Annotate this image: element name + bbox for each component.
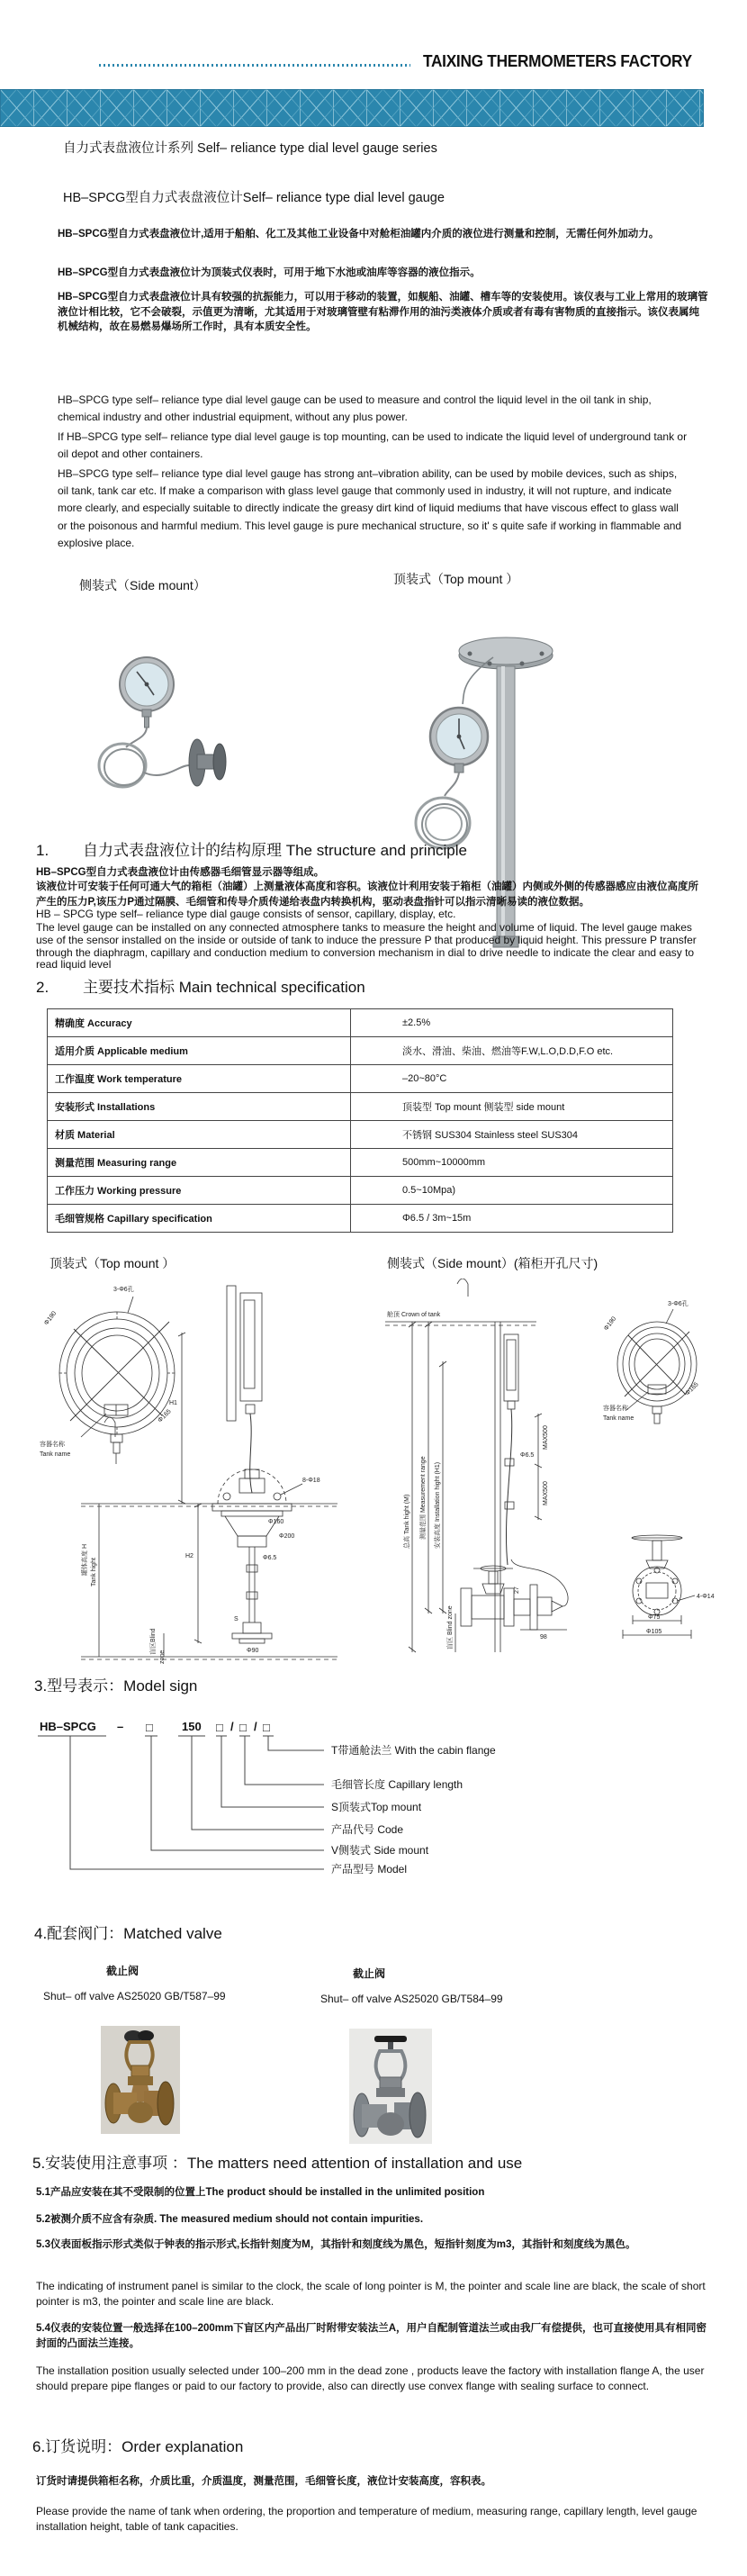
section6-zh: 订货时请提供箱柜名称，介质比重，介质温度，测量范围，毛细管长度，液位计安装高度，容积表。 <box>36 2476 491 2487</box>
top-mount-label: 顶装式（Top mount ） <box>393 572 519 586</box>
anno-topmount-tank-en: Tank name <box>40 1451 71 1458</box>
spec-row-label: 工作温度 Work temperature <box>48 1065 351 1093</box>
spec-row-value: 不锈钢 SUS304 Stainless steel SUS304 <box>351 1121 672 1149</box>
anno-topmount-d160: Φ160 <box>268 1519 284 1525</box>
section3-heading: 3.型号表示：Model sign <box>34 1677 198 1695</box>
drawing-top-mount-label: 顶装式（Top mount ） <box>50 1256 176 1270</box>
valve2-photo <box>349 2029 432 2144</box>
section1-en-line: HB – SPCG type self– reliance type dial gauge consists of sensor, capillary, display, etc. <box>36 908 456 920</box>
installation-drawings <box>27 1279 720 1666</box>
anno-topmount-blind1: 盲区Blind <box>150 1628 157 1655</box>
anno-sidemount-total: 总高 Tank hight (M) <box>404 1494 410 1549</box>
anno-sidemount-max1: MAX500 <box>543 1425 549 1450</box>
anno-gauge2-d190: Φ190 <box>603 1315 618 1333</box>
spec-row-label: 适用介质 Applicable medium <box>48 1037 351 1065</box>
valve1-label-en: Shut– off valve AS25020 GB/T587–99 <box>43 1990 226 2002</box>
anno-gauge2-d165: Φ165 <box>684 1381 700 1397</box>
factory-name: TAIXING THERMOMETERS FACTORY <box>423 52 692 70</box>
section5-item: 5.3仪表面板指示形式类似于钟表的指示形式,长指针刻度为M，其指针和刻度线为黑色，短指针刻度为m3，其指针和刻度线为黑色。 <box>36 2239 636 2250</box>
model-branch-label: 毛细管长度 Capillary length <box>331 1778 464 1791</box>
drawing-side-mount-label: 侧装式（Side mount）(箱柜开孔尺寸) <box>387 1256 598 1270</box>
section1-heading: 1. 自力式表盘液位计的结构原理 The structure and principle <box>36 842 467 859</box>
spec-row-value: 0.5~10Mpa) <box>351 1177 672 1205</box>
anno-topmount-s: S <box>234 1616 238 1622</box>
spec-row-label: 测量范围 Measuring range <box>48 1149 351 1177</box>
model-sign-diagram <box>27 1711 720 1900</box>
model-box4: □ <box>263 1721 270 1734</box>
header-dotted-rule <box>99 64 410 67</box>
intro-zh-paragraph: HB–SPCG型自力式表盘液位计为顶装式仪表时，可用于地下水池或油库等容器的液位指示。 <box>58 267 481 278</box>
spec-row-label: 毛细管规格 Capillary specification <box>48 1205 351 1233</box>
anno-topmount-tank-height-zh: 罐体高度 H <box>82 1544 88 1576</box>
anno-sidemount-blind: 盲区 Blind zone <box>447 1605 454 1650</box>
spec-row-value: –20~80°C <box>351 1065 672 1093</box>
model-box3: □ <box>239 1721 247 1734</box>
model-slash2: / <box>254 1720 257 1733</box>
side-mount-label: 侧装式（Side mount） <box>79 578 206 592</box>
model-branch-label: 产品代号 Code <box>331 1823 404 1836</box>
spec-table <box>47 1008 673 1233</box>
anno-topmount-tank-zh: 容器名称 <box>40 1442 65 1448</box>
section2-heading: 2. 主要技术指标 Main technical specification <box>36 979 365 996</box>
anno-sidemount-crown: 舱顶 Crown of tank <box>387 1312 441 1318</box>
section2-number: 2. <box>36 979 50 996</box>
anno-sidemount-d65: Φ6.5 <box>520 1452 535 1459</box>
model-branch-label: T带通舱法兰 With the cabin flange <box>331 1744 496 1757</box>
spec-row-value: Φ6.5 / 3m~15m <box>351 1205 672 1233</box>
series-title: 自力式表盘液位计系列 Self– reliance type dial level gauge series <box>63 141 437 156</box>
section6-heading: 6.订货说明：Order explanation <box>32 2438 244 2455</box>
anno-topmount-d90: Φ90 <box>247 1648 259 1654</box>
section1-zh-paragraph: 该液位计可安装于任何可通大气的箱柜（油罐）上测量液体高度和容积。该液位计利用安装于箱柜（油罐）内侧或外侧的传感器感应由液位高度所产生的压力P,该压力P通过隔膜、毛细管和传导介质传递给表盘内转换机构，驱动表盘指针可以指示清晰易读的液位数据。 <box>36 881 698 908</box>
anno-topmount-h1: H1 <box>169 1400 177 1406</box>
model-box2: □ <box>216 1721 223 1734</box>
spec-row-value: 淡水、滑油、柴油、燃油等F.W,L.O,D.D,F.O etc. <box>351 1037 672 1065</box>
section5-item: 5.4仪表的安装位置一般选择在100–200mm下盲区内产品出厂时附带安装法兰A，用户自配制管道法兰或由我厂有偿提供，也可直接使用具有相同密封面的凸面法兰连接。 <box>36 2323 707 2349</box>
intro-en-paragraph: HB–SPCG type self– reliance type dial level gauge can be used to measure and control the liquid level in the oil tank in ship, chemical industry and other industrial equipment, without any plus power. <box>58 393 652 424</box>
anno-sidemount-install: 安装高度 Installation hight (H1) <box>435 1461 441 1549</box>
anno-valve-small-d105: Φ105 <box>646 1629 662 1635</box>
anno-topmount-blind2: zone <box>159 1650 166 1664</box>
valve1-label-zh: 截止阀 <box>106 1965 140 1977</box>
anno-topmount-tank-height-en: Tank hight <box>91 1558 97 1586</box>
section5-item: 5.1产品应安装在其不受限制的位置上The product should be installed in the unlimited position <box>36 2187 485 2198</box>
section5-heading: 5.安装使用注意事项 ：The matters need attention of installation and use <box>32 2155 523 2172</box>
model-prefix: HB–SPCG <box>40 1720 96 1733</box>
spec-row-label: 精确度 Accuracy <box>48 1009 351 1037</box>
anno-topmount-h2: H2 <box>185 1553 194 1559</box>
valve1-photo <box>101 2026 180 2134</box>
section1-number: 1. <box>36 842 50 859</box>
side-mount-product-photo <box>79 650 250 803</box>
anno-topmount-holes: 3-Φ6孔 <box>113 1287 134 1293</box>
model-slash1: / <box>230 1720 234 1733</box>
intro-en-paragraph: If HB–SPCG type self– reliance type dial level gauge is top mounting, can be used to indicate the liquid level of underground tank or oil depot and other containers. <box>58 430 688 461</box>
anno-topmount-d65: Φ6.5 <box>263 1555 277 1561</box>
header-lattice-banner <box>0 89 704 127</box>
spec-row-label: 工作压力 Working pressure <box>48 1177 351 1205</box>
anno-valve-small-holes: 4-Φ14 <box>697 1594 715 1600</box>
spec-row-label: 安装形式 Installations <box>48 1093 351 1121</box>
anno-topmount-d190: Φ190 <box>43 1310 58 1327</box>
section5-item: The indicating of instrument panel is similar to the clock, the scale of long pointer is M, the pointer and scale line are black, the scale of short pointer is m3, the pointer and scale line are black. <box>36 2280 706 2309</box>
section5-item: The installation position usually selected under 100–200 mm in the dead zone , products leave the factory with installation flange A, the user should prepare pipe flanges or paid to our factory to provide, also can directly use convex flange with sealing surface to connect. <box>36 2364 705 2393</box>
spec-row-value: 顶装型 Top mount 侧装型 side mount <box>351 1093 672 1121</box>
anno-gauge2-holes: 3-Φ6孔 <box>668 1301 688 1307</box>
model-branch-label: S顶装式Top mount <box>331 1801 422 1813</box>
valve2-label-zh: 截止阀 <box>353 1967 386 1980</box>
anno-sidemount-n27: 27 <box>514 1586 520 1594</box>
spec-row-value: ±2.5% <box>351 1009 672 1037</box>
anno-gauge2-tank-zh: 容器名称 <box>603 1406 628 1412</box>
intro-zh-paragraph: HB–SPCG型自力式表盘液位计,适用于船舶、化工及其他工业设备中对舱柜油罐内介质的液位进行测量和控制，无需任何外加动力。 <box>58 229 660 240</box>
anno-valve-small-d75: Φ75 <box>648 1614 661 1621</box>
anno-sidemount-range: 测量范围 Measurement range <box>420 1456 427 1540</box>
anno-gauge2-tank-en: Tank name <box>603 1415 634 1422</box>
intro-en-paragraph: HB–SPCG type self– reliance type dial level gauge has strong ant–vibration ability, can be used by mobile devices, such as ships, oil tank, tank car etc. If make a comparison with glass level gauge that commonly used in industry, it will not rupture, and indicate more clearly, and especially suitable to directly indicate the greasy dirt kind of liquid mediums that have viscous effect to glass wall or the poisonous and harmful medium. This level gauge is pure mechanical structure, so it' s quite safe if working in flammable and explosive place. <box>58 467 682 549</box>
anno-topmount-d200: Φ200 <box>279 1533 295 1540</box>
section1-en-paragraph: The level gauge can be installed on any connected atmosphere tanks to measure the height and volume of liquid. The level gauge makes use of the sensor installed on the inside or outside of tank to induce the pressure P that produced by liquid height. This pressure P transfer through the diaphragm, capillary and conduction medium to conversion mechanism in dial to drive needle to indicate the clear and easy to read liquid level <box>36 921 697 972</box>
section5-item: 5.2被测介质不应含有杂质. The measured medium should not contain impurities. <box>36 2214 424 2225</box>
spec-row-value: 500mm~10000mm <box>351 1149 672 1177</box>
valve2-label-en: Shut– off valve AS25020 GB/T584–99 <box>320 1993 503 2005</box>
intro-zh-paragraph: HB–SPCG型自力式表盘液位计具有较强的抗振能力，可以用于移动的装置，如舰船、油罐、槽车等的安装使用。该仪表与工业上常用的玻璃管液位计相比较，它不会破裂，示值更为清晰，尤其适用于对玻璃管壁有粘滞作用的油污类液体介质或者有毒有害物质的直接指示。该仪表属纯机械结构，故在易燃易爆场所工作时，具有本质安全性。 <box>58 292 708 333</box>
model-dash: – <box>117 1720 124 1733</box>
anno-sidemount-max2: MAX500 <box>543 1481 549 1505</box>
model-branch-label: 产品型号 Model <box>331 1863 408 1876</box>
model-branch-label: V侧装式 Side mount <box>331 1844 429 1857</box>
model-code: 150 <box>182 1720 202 1733</box>
product-title: HB–SPCG型自力式表盘液位计Self– reliance type dial level gauge <box>63 191 445 205</box>
section1-zh-line: HB–SPCG型自力式表盘液位计由传感器毛细管显示器等组成。 <box>36 867 325 878</box>
anno-topmount-bolts: 8-Φ18 <box>302 1478 320 1484</box>
section4-heading: 4.配套阀门：Matched valve <box>34 1925 222 1942</box>
spec-row-label: 材质 Material <box>48 1121 351 1149</box>
anno-sidemount-n98: 98 <box>540 1634 547 1641</box>
section6-en: Please provide the name of tank when ordering, the proportion and temperature of medium, measuring range, capillary length, level gauge installation height, table of tank capacities. <box>36 2505 698 2534</box>
anno-topmount-d165: Φ165 <box>157 1408 173 1424</box>
model-box1: □ <box>146 1721 153 1734</box>
